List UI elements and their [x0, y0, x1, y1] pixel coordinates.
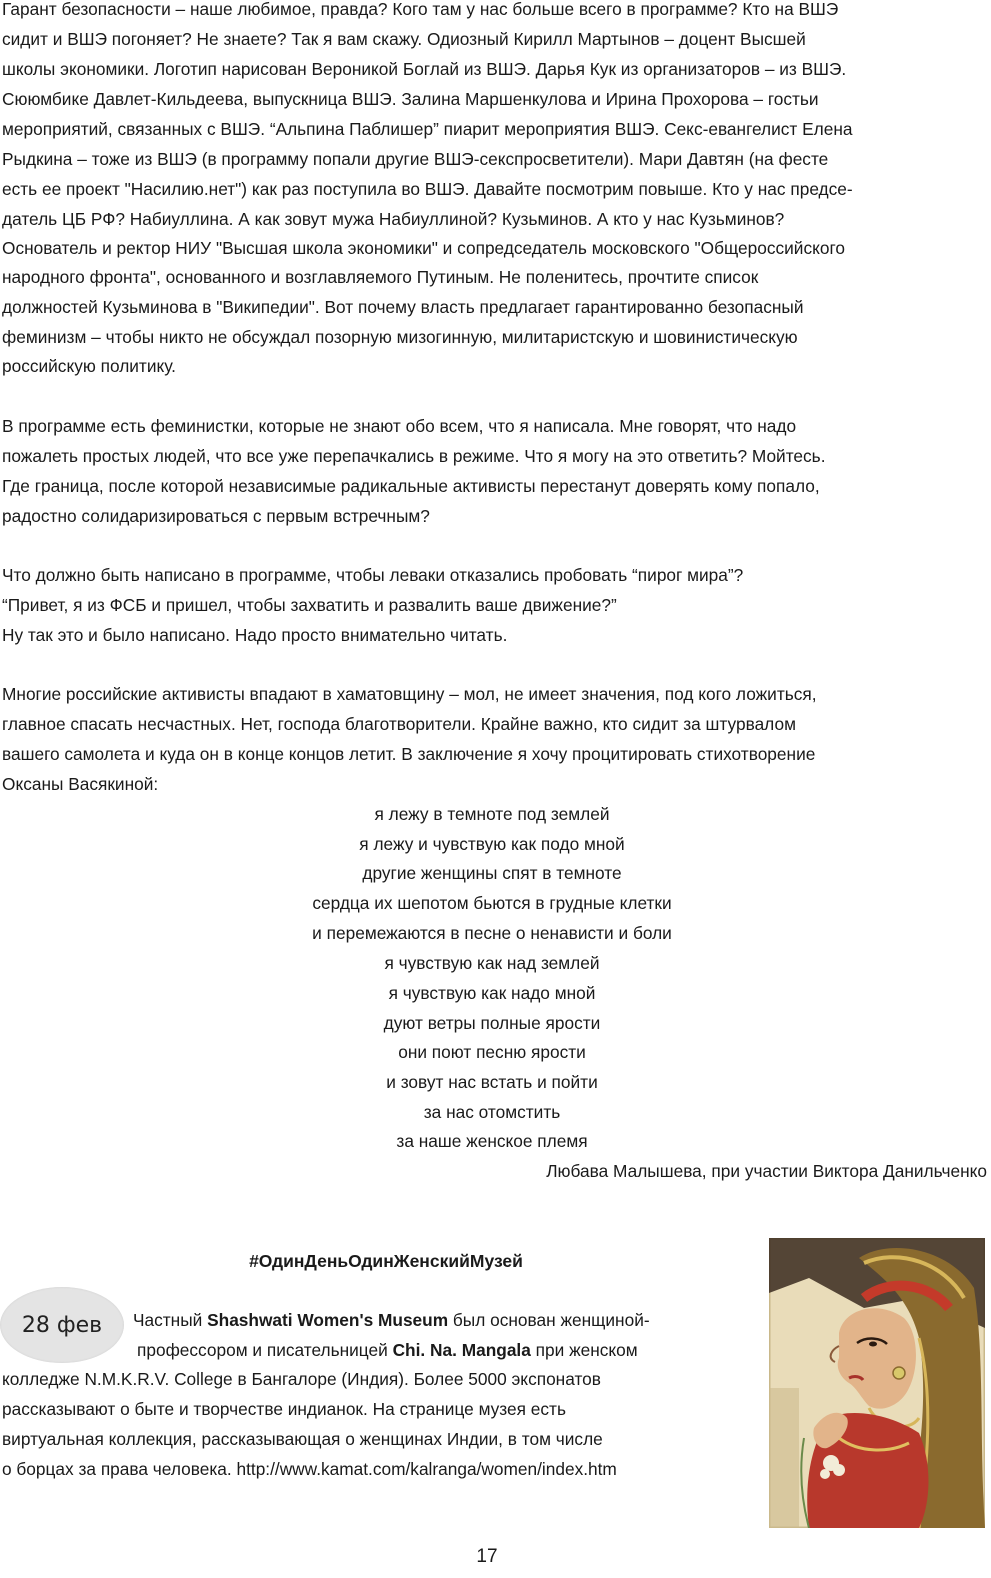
text-line: должностей Кузьминова в "Википедии". Вот почему власть предлагает гарантированно безопасный	[2, 297, 804, 317]
museum-name: Shashwati Women's Museum	[207, 1310, 449, 1330]
text-segment: Частный	[133, 1310, 208, 1330]
text-line: Основатель и ректор НИУ "Высшая школа экономики" и сопредседатель московского "Общероссийского	[2, 238, 845, 258]
text-line: Где граница, после которой независимые радикальные активисты перестанут доверять кому попало,	[2, 476, 820, 496]
date-badge	[0, 1287, 124, 1363]
date-badge-label: 28 фев	[21, 1312, 103, 1338]
text-line: главное спасать несчастных. Нет, господа благотворители. Крайне важно, кто сидит за штурвалом	[2, 714, 796, 734]
text-line: народного фронта", основанного и возглавляемого Путиным. Не поленитесь, прочтите список	[2, 267, 759, 287]
text-line: Ну так это и было написано. Надо просто внимательно читать.	[2, 625, 508, 645]
poem-line: и зовут нас встать и пойти	[386, 1072, 598, 1092]
museum-line: рассказывают о быте и творчестве индианок. На странице музея есть	[2, 1399, 566, 1419]
text-line: Что должно быть написано в программе, чтобы леваки отказались пробовать “пирог мира”?	[2, 565, 744, 585]
poem-line: я чувствую как над землей	[384, 953, 600, 973]
text-segment: при женском	[530, 1340, 638, 1360]
text-line: есть ее проект "Насилию.нет") как раз поступила во ВШЭ. Давайте посмотрим повыше. Кто у нас предсе-	[2, 179, 853, 199]
museum-painting	[769, 1238, 985, 1528]
poem-author: Любава Малышева, при участии Виктора Данильченко	[546, 1161, 987, 1181]
text-line: школы экономики. Логотип нарисован Вероникой Боглай из ВШЭ. Дарья Кук из организаторов – из ВШЭ.	[2, 59, 847, 79]
text-line: датель ЦБ РФ? Набиуллина. А как зовут мужа Набиуллиной? Кузьминов. А кто у нас Кузьминов?	[2, 209, 785, 229]
poem-line: другие женщины спят в темноте	[362, 863, 622, 883]
museum-hashtag: #ОдинДеньОдинЖенскийМузей	[249, 1251, 523, 1271]
museum-line: колледже N.M.K.R.V. College в Бангалоре (Индия). Более 5000 экспонатов	[2, 1369, 601, 1389]
text-line: Сююмбике Давлет-Кильдеева, выпускница ВШЭ. Залина Маршенкулова и Ирина Прохорова – гостьи	[2, 89, 819, 109]
portrait-painting-image	[769, 1238, 985, 1528]
text-segment: профессором и писательницей	[137, 1340, 393, 1360]
text-line: Оксаны Васякиной:	[2, 774, 159, 794]
text-line: Многие российские активисты впадают в хаматовщину – мол, не имеет значения, под кого ложиться,	[2, 684, 817, 704]
poem-line: дуют ветры полные ярости	[383, 1013, 601, 1033]
museum-line-1	[133, 1305, 650, 1335]
text-line: Рыдкина – тоже из ВШЭ (в программу попали другие ВШЭ-секспросветители). Мари Давтян (на фесте	[2, 149, 829, 169]
museum-line-2	[137, 1335, 638, 1365]
poem-line: за нас отомстить	[423, 1102, 561, 1122]
poem-line: я лежу и чувствую как подо мной	[359, 834, 625, 854]
text-segment: был основан женщиной-	[448, 1310, 650, 1330]
text-line: вашего самолета и куда он в конце концов летит. В заключение я хочу процитировать стихотворение	[2, 744, 816, 764]
museum-line: виртуальная коллекция, рассказывающая о женщинах Индии, в том числе	[2, 1429, 603, 1449]
poem-line: я чувствую как надо мной	[388, 983, 596, 1003]
text-line: В программе есть феминистки, которые не знают обо всем, что я написала. Мне говорят, что надо	[2, 416, 797, 436]
text-line: Гарант безопасности – наше любимое, правда? Кого там у нас больше всего в программе? Кто на ВШЭ	[2, 0, 839, 19]
page-number: 17	[476, 1546, 498, 1567]
text-line: радостно солидаризироваться с первым встречным?	[2, 506, 430, 526]
founder-name: Chi. Na. Mangala	[392, 1340, 531, 1360]
poem-line: за наше женское племя	[396, 1131, 588, 1151]
text-line: феминизм – чтобы никто не обсуждал позорную мизогинную, милитаристскую и шовинистическую	[2, 327, 798, 347]
text-line: “Привет, я из ФСБ и пришел, чтобы захватить и развалить ваше движение?”	[2, 595, 617, 615]
text-line: мероприятий, связанных с ВШЭ. “Альпина Паблишер” пиарит мероприятия ВШЭ. Секс-евангелист Елена	[2, 119, 853, 139]
poem-line: и перемежаются в песне о ненависти и боли	[312, 923, 672, 943]
poem-line: я лежу в темноте под землей	[374, 804, 610, 824]
text-line: пожалеть простых людей, что все уже перепачкались в режиме. Что я могу на это ответить? Мойтесь.	[2, 446, 826, 466]
museum-line: о борцах за права человека. http://www.kamat.com/kalranga/women/index.htm	[2, 1459, 617, 1479]
poem-line: сердца их шепотом бьются в грудные клетки	[312, 893, 672, 913]
text-line: сидит и ВШЭ погоняет? Не знаете? Так я вам скажу. Одиозный Кирилл Мартынов – доцент Высшей	[2, 29, 806, 49]
poem-line: они поют песню ярости	[398, 1042, 586, 1062]
text-line: российскую политику.	[2, 356, 176, 376]
